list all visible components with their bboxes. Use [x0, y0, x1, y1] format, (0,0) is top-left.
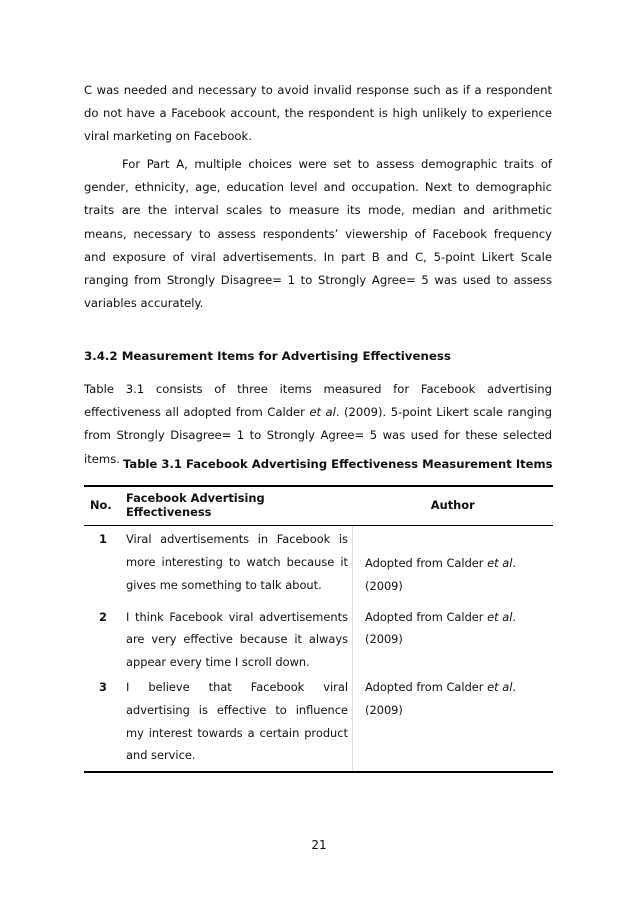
row-number: 2	[99, 609, 107, 624]
row-author	[353, 674, 554, 772]
author-year: . (2009)	[365, 609, 516, 647]
row-author	[353, 598, 554, 674]
header-item: Facebook Advertising Effectiveness	[122, 486, 353, 526]
author-year: . (2009)	[365, 679, 516, 717]
section-body-italic: et al	[309, 405, 336, 420]
section-heading: 3.4.2 Measurement Items for Advertising Effectiveness	[84, 349, 451, 363]
intro-paragraph-2: For Part A, multiple choices were set to assess demographic traits of gender, ethnicity, age, education level and occupation. Next to demographic traits are the interval scales to measure its mode, median and arithmetic means, necessary to assess respondents’ viewership of Facebook frequency and exposure of viral advertisements. In part B and C, 5-point Likert Scale ranging from Strongly Disagree= 1 to Strongly Agree= 5 was used to assess variables accurately.	[84, 157, 552, 311]
author-italic: et al	[487, 609, 513, 624]
header-no: No.	[84, 486, 122, 526]
author-text: Adopted from Calder	[365, 556, 488, 570]
row-item: I believe that Facebook viral advertising is effective to influence my interest towards a certain product and service.	[122, 674, 353, 772]
section-body-text-end: . (2009). 5-point Likert scale ranging from Strongly Disagree= 1 to Strongly Agree= 5 was used for these selected items.	[84, 405, 552, 466]
intro-paragraph-1: C was needed and necessary to avoid invalid response such as if a respondent do not have a Facebook account, the respondent is high unlikely to experience viral marketing on Facebook.	[84, 83, 552, 144]
measurement-items-table	[84, 485, 553, 773]
author-italic: et al	[487, 556, 513, 570]
table-caption: Table 3.1 Facebook Advertising Effectiveness Measurement Items	[123, 457, 553, 471]
author-year: . (2009)	[365, 556, 516, 593]
row-item: I think Facebook viral advertisements are very effective because it always appear every time I scroll down.	[122, 598, 353, 674]
section-body-text: Table 3.1 consists of three items measured for Facebook advertising effectiveness all adopted from Calder	[84, 382, 552, 420]
table-header-row	[84, 486, 553, 526]
author-text: Adopted from Calder	[365, 679, 488, 694]
author-italic: et al	[487, 679, 513, 694]
author-text: Adopted from Calder	[365, 609, 488, 624]
table-row	[84, 526, 553, 598]
row-number: 1	[99, 532, 107, 546]
row-number: 3	[84, 674, 122, 772]
table-row	[84, 598, 553, 674]
row-item: Viral advertisements in Facebook is more interesting to watch because it gives me something to talk about.	[122, 526, 353, 598]
header-author: Author	[353, 486, 554, 526]
page-number: 21	[311, 838, 327, 852]
table-row	[84, 674, 553, 772]
row-author	[353, 526, 554, 598]
